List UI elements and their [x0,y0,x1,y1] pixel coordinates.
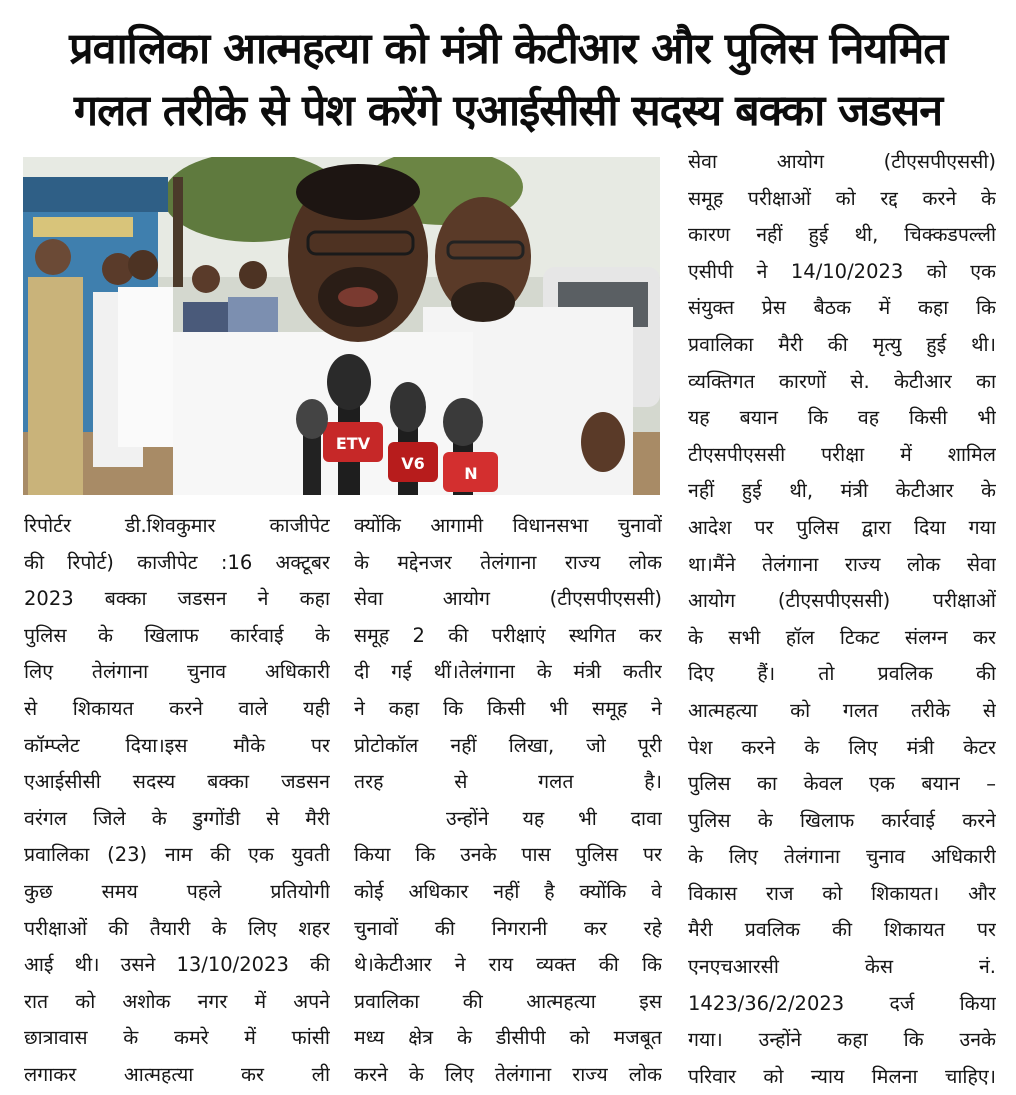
column-line: प्रवालिका की आत्महत्या इस [354,989,662,1013]
column-line: पेश करने के लिए मंत्री केटर [688,735,996,759]
mic-logo-v6: V6 [401,454,425,473]
column-line: पुलिस का केवल एक बयान – [688,772,996,796]
headline [10,18,1006,142]
column-line: की रिपोर्ट) काजीपेट :16 अक्टूबर [24,550,330,574]
column-line: गया। उन्होंने कहा कि उनके [688,1028,996,1052]
column-line: के सभी हॉल टिकट संलग्न कर [688,625,996,649]
mic-logo-etv: ETV [335,434,371,453]
column-line: उन्होंने यह भी दावा [446,806,662,830]
column-line: संयुक्त प्रेस बैठक में कहा कि [688,296,996,320]
column-line: एसीपी ने 14/10/2023 को एक [688,259,996,283]
column-line: 1423/36/2/2023 दर्ज किया [688,991,996,1015]
column-line: छात्रावास के कमरे में फांसी [24,1026,330,1050]
column-line: के लिए तेलंगाना चुनाव अधिकारी [688,845,996,869]
column-line: आत्महत्या को गलत तरीके से [688,698,996,722]
column-line: थे।केटीआर ने राय व्यक्त की कि [354,953,662,977]
column-line: ने कहा कि किसी भी समूह ने [354,696,662,720]
column-line: आयोग (टीएसपीएससी) परीक्षाओं [688,589,996,613]
column-line: रिपोर्टर डी.शिवकुमार काजीपेट [24,514,330,537]
column-line: एआईसीसी सदस्य बक्का जडसन [24,770,330,794]
mic-logo-n: N [464,464,478,483]
column-line: टीएसपीएससी परीक्षा में शामिल [688,442,996,466]
column-line: दी गई थीं।तेलंगाना के मंत्री कतीर [354,660,662,684]
column-line: व्यक्तिगत कारणों से. केटीआर का [688,369,996,393]
column-line: पुलिस के खिलाफ कार्रवाई के [24,623,330,647]
column-line: दिए हैं। तो प्रवलिक की [688,662,996,686]
column-line: यह बयान कि वह किसी भी [688,406,996,430]
headline-line-2: गलत तरीके से पेश करेंगे एआईसीसी सदस्य बक्का जडसन [73,86,943,136]
column-line: नहीं हुई थी, मंत्री केटीआर के [688,479,996,503]
column-line: कारण नहीं हुई थी, चिक्कडपल्ली [688,223,996,247]
column-line: सेवा आयोग (टीएसपीएससी) [354,587,662,611]
column-line: था।मैंने तेलंगाना राज्य लोक सेवा [688,552,996,576]
column-line: मध्य क्षेत्र के डीसीपी को मजबूत [354,1026,662,1050]
column-line: एनएचआरसी केस नं. [688,955,996,979]
column-line: से शिकायत करने वाले यही [24,696,330,720]
news-photo [23,157,660,495]
column-line: रात को अशोक नगर में अपने [24,989,330,1013]
column-line: क्योंकि आगामी विधानसभा चुनावों [354,514,662,537]
column-line: समूह परीक्षाओं को रद्द करने के [688,186,996,210]
article-column-2 [354,508,662,1094]
column-line: कुछ समय पहले प्रतियोगी [24,879,330,903]
cropped-text-fragment [200,0,460,6]
column-line: पुलिस के खिलाफ कार्रवाई करने [688,808,996,832]
column-line: करने के लिए तेलंगाना राज्य लोक [354,1062,662,1086]
column-line: आदेश पर पुलिस द्वारा दिया गया [688,515,996,539]
column-line: के मद्देनजर तेलंगाना राज्य लोक [354,550,662,574]
column-line: लिए तेलंगाना चुनाव अधिकारी [24,660,330,684]
column-line: 2023 बक्का जडसन ने कहा [24,587,330,611]
column-line: आई थी। उसने 13/10/2023 की [24,953,330,977]
column-line: प्रवालिका (23) नाम की एक युवती [24,843,330,867]
column-line: मैरी प्रवलिक की शिकायत पर [688,918,996,942]
column-line: वरंगल जिले के डुग्गोंडी से मैरी [24,806,330,830]
column-line: कोई अधिकार नहीं है क्योंकि वे [354,879,662,903]
column-line: लगाकर आत्महत्या कर ली [24,1062,330,1086]
column-line: प्रवालिका मैरी की मृत्यु हुई थी। [688,332,996,356]
column-line: सेवा आयोग (टीएसपीएससी) [688,150,996,173]
column-line: कॉम्प्लेट दिया।इस मौके पर [24,733,330,757]
column-line: विकास राज को शिकायत। और [688,881,996,905]
column-line: समूह 2 की परीक्षाएं स्थगित कर [354,623,662,647]
column-line: चुनावों की निगरानी कर रहे [354,916,662,940]
press-conference-photo [23,157,660,495]
column-line: प्रोटोकॉल नहीं लिखा, जो पूरी [354,733,662,757]
article-column-3 [688,144,996,1095]
column-line: परिवार को न्याय मिलना चाहिए। [688,1064,996,1088]
headline-line-1: प्रवालिका आत्महत्या को मंत्री केटीआर और पुलिस नियमित [69,24,947,74]
article-column-1 [24,508,330,1094]
column-line: किया कि उनके पास पुलिस पर [354,843,662,867]
column-line: परीक्षाओं की तैयारी के लिए शहर [24,916,330,940]
column-line: तरह से गलत है। [354,770,662,794]
